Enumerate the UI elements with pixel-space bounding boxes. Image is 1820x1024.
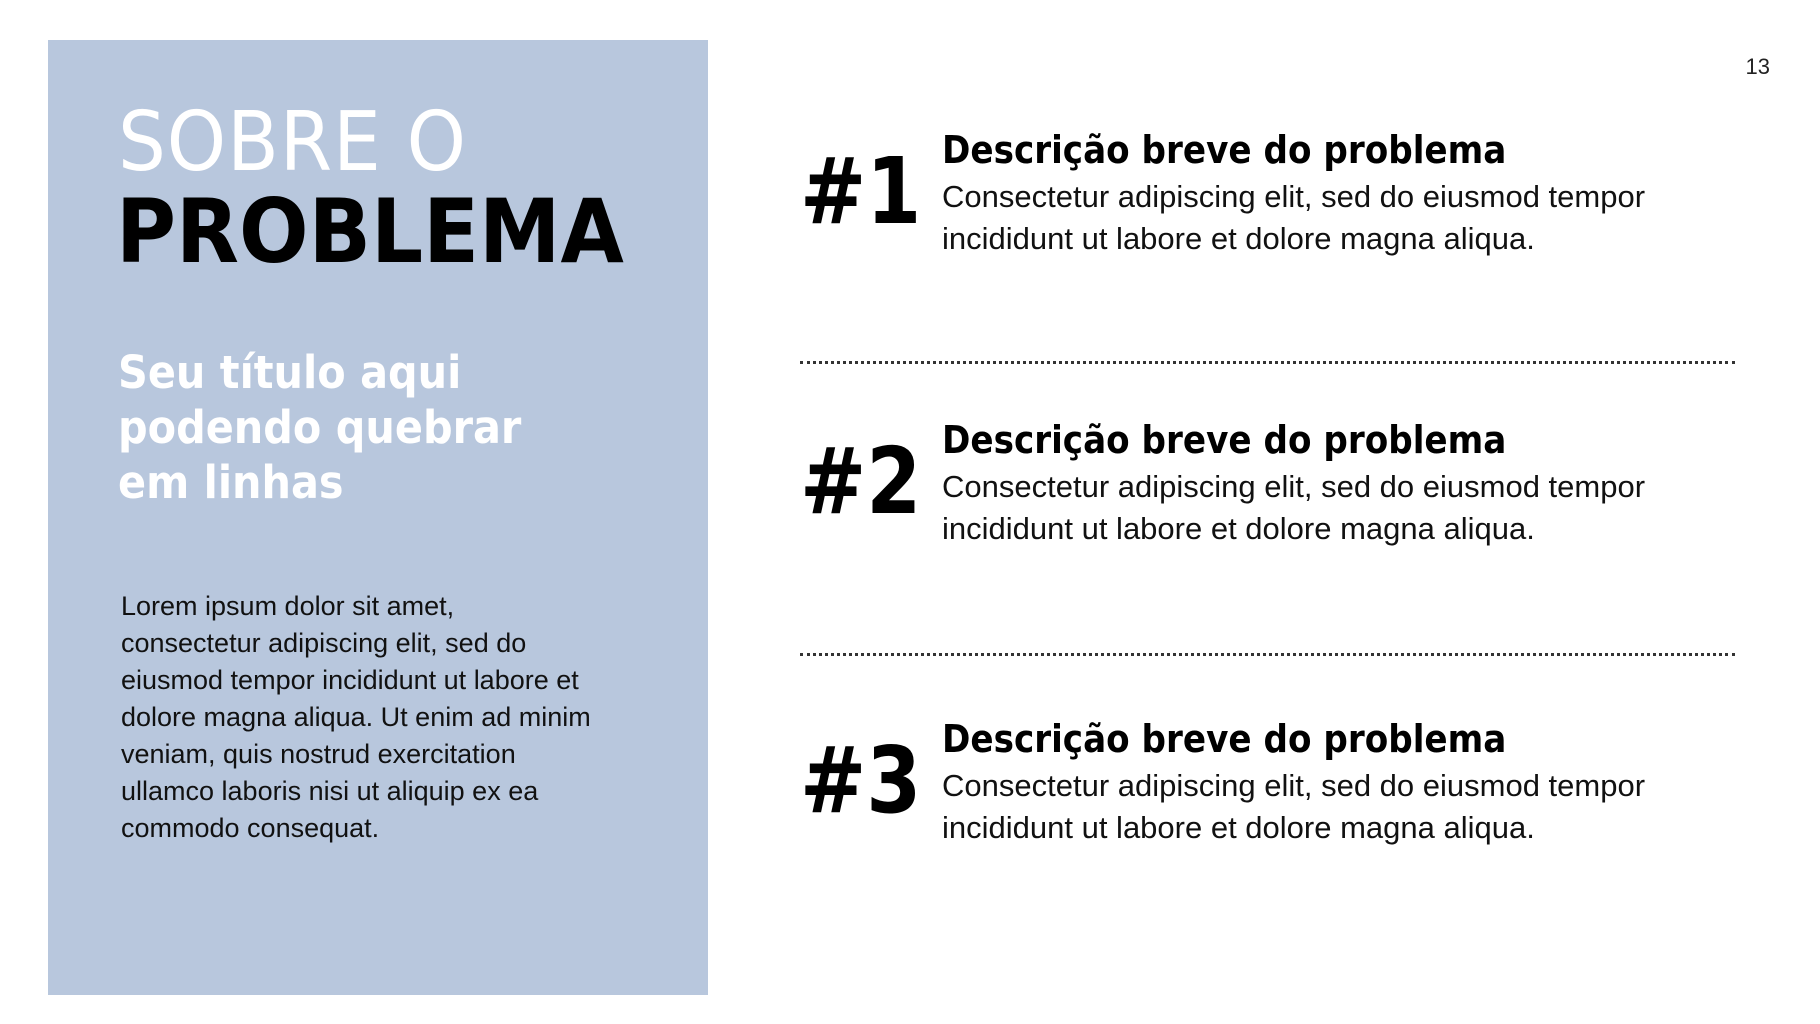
item-title: Descrição breve do problema [942,418,1507,462]
item-desc-line: Consectetur adipiscing elit, sed do eiusmod tempor [942,179,1646,214]
item-number: #3 [800,727,922,834]
left-panel [48,40,708,995]
divider-1 [800,361,1735,364]
problem-item-2 [800,418,1760,558]
body-line: Lorem ipsum dolor sit amet, [121,591,455,621]
problem-item-1 [800,128,1760,268]
item-desc-line: incididunt ut labore et dolore magna aliqua. [942,511,1535,546]
item-description [942,765,1722,849]
body-line: dolore magna aliqua. Ut enim ad minim [121,702,591,732]
body-line: commodo consequat. [121,813,380,843]
item-description [942,176,1722,260]
item-number: #2 [800,428,922,535]
heading-light: SOBRE O [118,95,467,190]
item-desc-line: Consectetur adipiscing elit, sed do eiusmod tempor [942,768,1646,803]
subtitle [118,345,596,510]
problem-item-3 [800,717,1760,857]
body-line: consectetur adipiscing elit, sed do [121,628,527,658]
subtitle-line: podendo quebrar [118,401,522,454]
item-title: Descrição breve do problema [942,128,1507,172]
subtitle-line: em linhas [118,456,344,509]
item-number: #1 [800,138,922,245]
subtitle-line: Seu título aqui [118,346,462,399]
body-line: veniam, quis nostrud exercitation [121,739,516,769]
item-title: Descrição breve do problema [942,717,1507,761]
heading-bold: PROBLEMA [116,180,624,283]
divider-2 [800,653,1735,656]
item-description [942,466,1722,550]
body-line: ullamco laboris nisi ut aliquip ex ea [121,776,539,806]
body-line: eiusmod tempor incididunt ut labore et [121,665,579,695]
item-desc-line: incididunt ut labore et dolore magna aliqua. [942,221,1535,256]
item-desc-line: Consectetur adipiscing elit, sed do eiusmod tempor [942,469,1646,504]
body-text [121,588,621,847]
item-desc-line: incididunt ut labore et dolore magna aliqua. [942,810,1535,845]
page-number: 13 [1745,54,1770,79]
